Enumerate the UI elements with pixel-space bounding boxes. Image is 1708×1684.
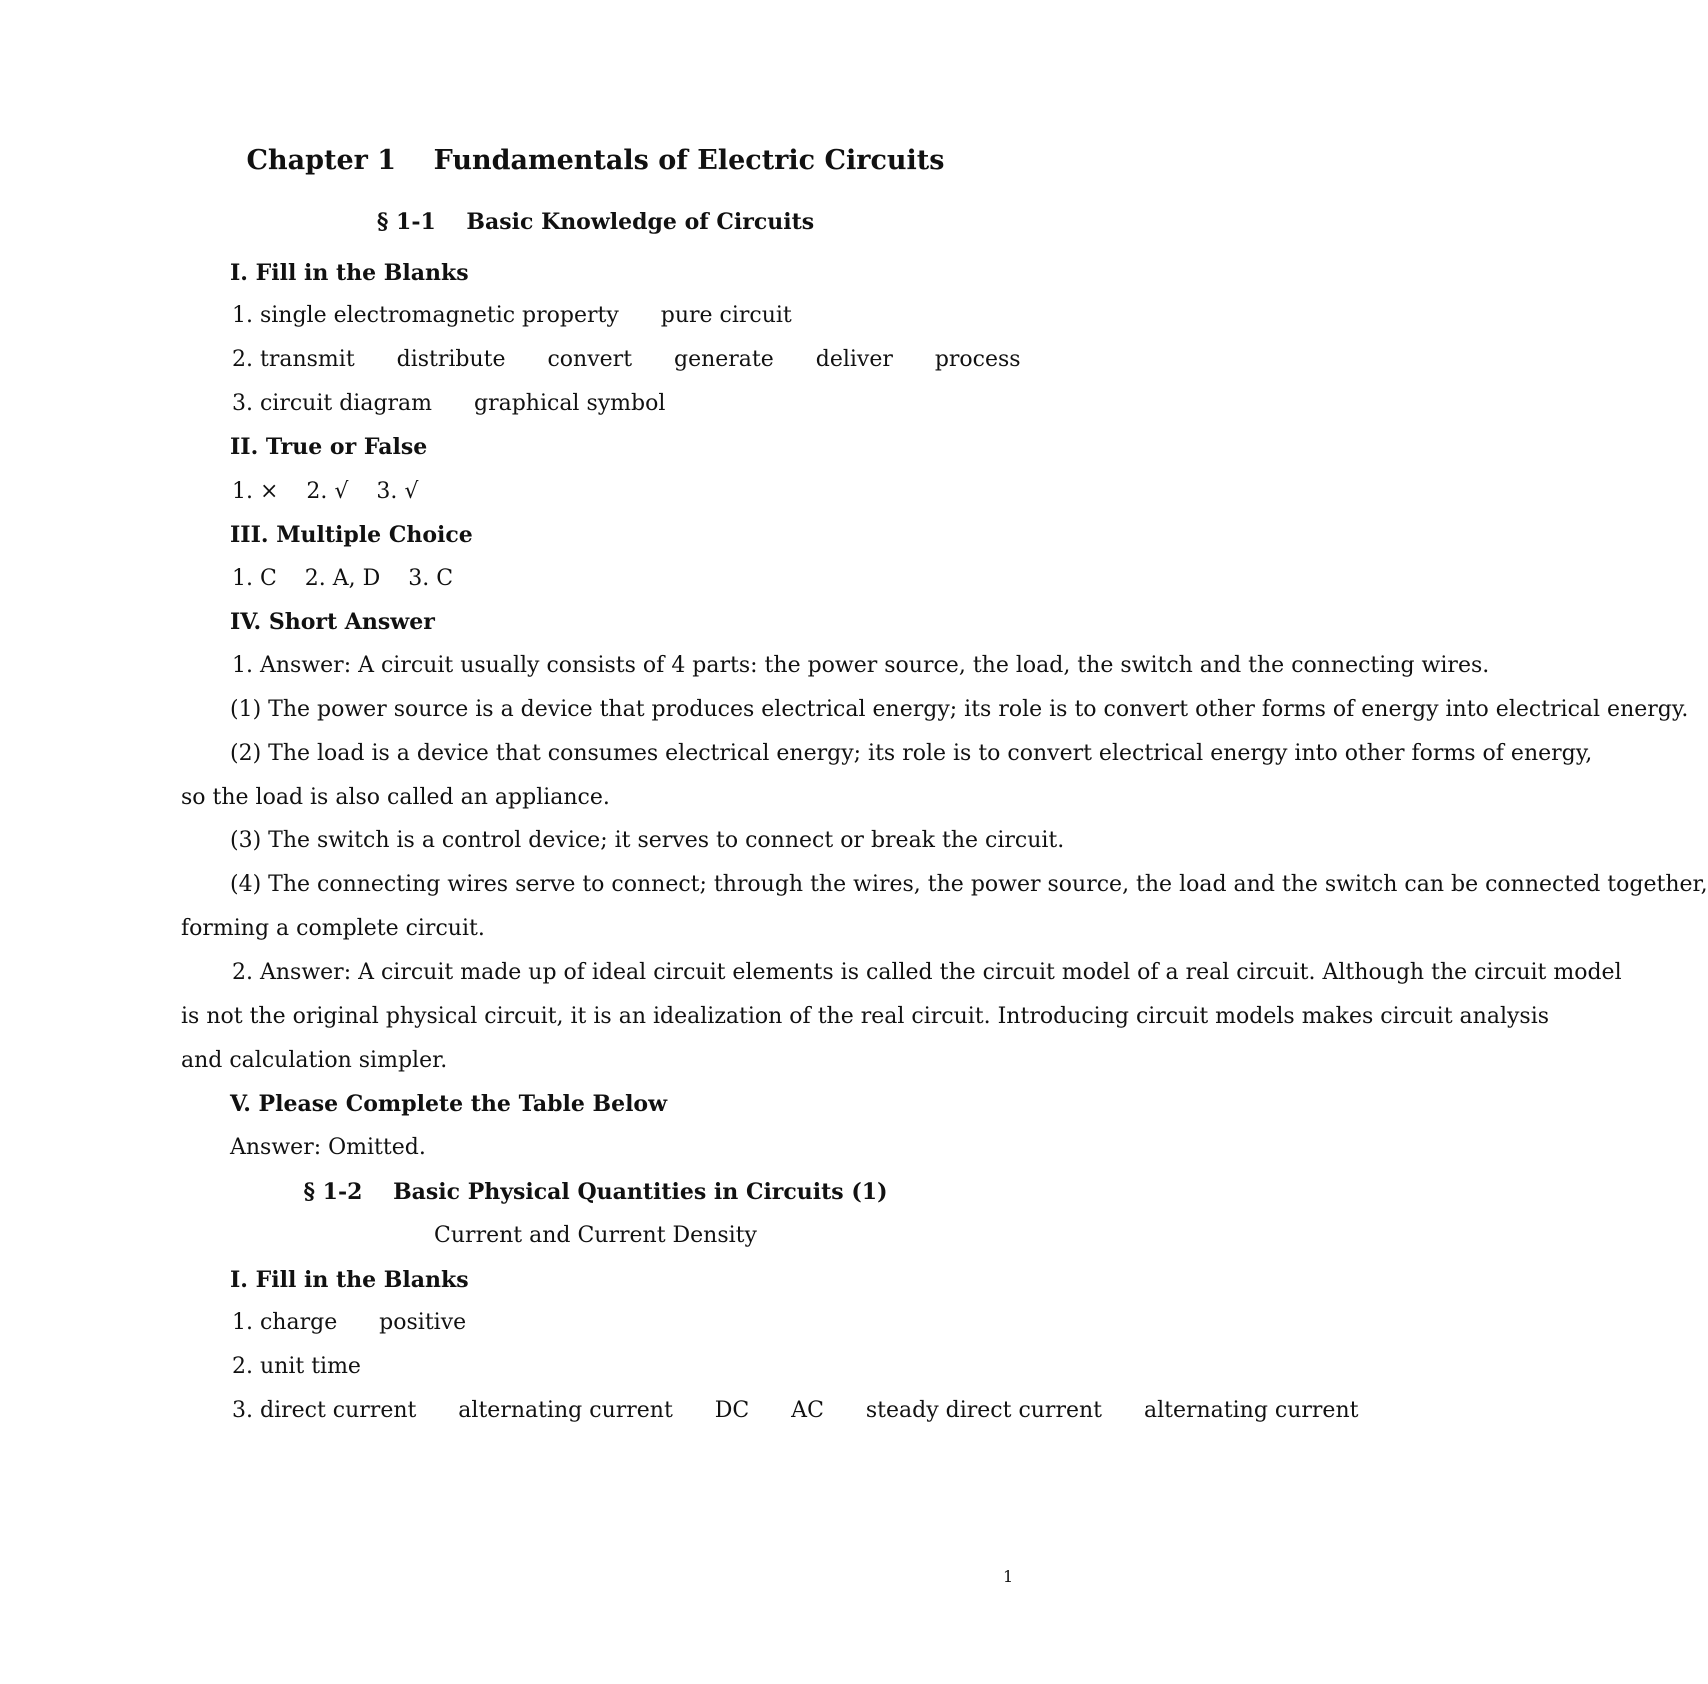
part-heading: I. Fill in the Blanks	[230, 1267, 469, 1293]
page-number: 1	[1003, 1567, 1014, 1586]
section-title: § 1-1 Basic Knowledge of Circuits	[376, 209, 815, 235]
answer-line: 1. × 2. √ 3. √	[232, 479, 419, 504]
chapter-title: Chapter 1 Fundamentals of Electric Circuits	[246, 145, 945, 176]
part-heading: II. True or False	[230, 434, 428, 460]
answer-line: 2. transmit distribute convert generate deliver process	[232, 347, 1021, 372]
answer-paragraph: so the load is also called an appliance.	[181, 785, 610, 810]
answer-paragraph: forming a complete circuit.	[181, 916, 485, 941]
answer-paragraph: (3) The switch is a control device; it serves to connect or break the circuit.	[230, 828, 1065, 853]
answer-paragraph: (1) The power source is a device that produces electrical energy; its role is to convert other forms of energy into electrical energy.	[230, 697, 1689, 722]
answer-paragraph: 2. Answer: A circuit made up of ideal circuit elements is called the circuit model of a real circuit. Although the circuit model	[232, 960, 1622, 985]
answer-paragraph: (4) The connecting wires serve to connect; through the wires, the power source, the load and the switch can be connected together,	[230, 872, 1708, 897]
answer-paragraph: 1. Answer: A circuit usually consists of 4 parts: the power source, the load, the switch and the connecting wires.	[232, 653, 1490, 678]
answer-line: 3. direct current alternating current DC AC steady direct current alternating current	[232, 1398, 1359, 1423]
answer-line: 3. circuit diagram graphical symbol	[232, 391, 666, 416]
answer-paragraph: (2) The load is a device that consumes electrical energy; its role is to convert electrical energy into other forms of energy,	[230, 741, 1593, 766]
part-heading: III. Multiple Choice	[230, 522, 473, 548]
answer-paragraph: and calculation simpler.	[181, 1048, 448, 1073]
part-heading: V. Please Complete the Table Below	[230, 1091, 668, 1117]
answer-line: 1. single electromagnetic property pure circuit	[232, 303, 792, 328]
section-subtitle: Current and Current Density	[434, 1223, 757, 1248]
part-heading: IV. Short Answer	[230, 609, 435, 635]
answer-paragraph: is not the original physical circuit, it is an idealization of the real circuit. Introducing circuit models makes circuit analysis	[181, 1004, 1550, 1029]
part-heading: I. Fill in the Blanks	[230, 260, 469, 286]
answer-line: Answer: Omitted.	[230, 1135, 426, 1160]
answer-line: 2. unit time	[232, 1354, 361, 1379]
answer-line: 1. charge positive	[232, 1310, 467, 1335]
answer-line: 1. C 2. A, D 3. C	[232, 566, 454, 591]
section-title: § 1-2 Basic Physical Quantities in Circuits (1)	[303, 1179, 888, 1205]
